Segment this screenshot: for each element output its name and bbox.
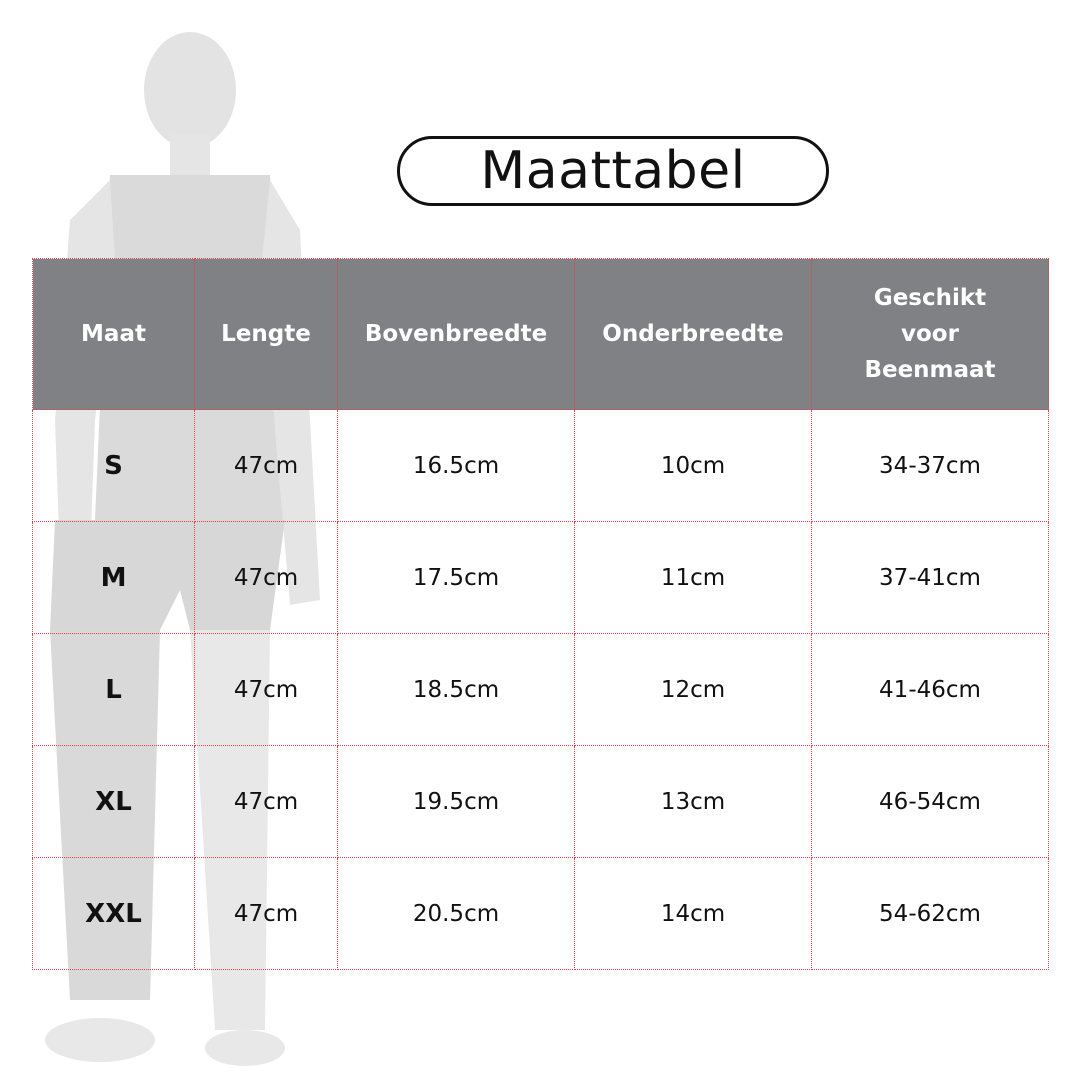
header-leg-size: Geschikt voor Beenmaat (812, 259, 1049, 410)
bottom-width-cell: 12cm (575, 634, 812, 746)
size-cell: XXL (33, 858, 195, 970)
table-header (33, 259, 1049, 410)
header-top-width: Bovenbreedte (338, 259, 575, 410)
size-table (32, 258, 1049, 970)
length-cell: 47cm (195, 522, 338, 634)
size-cell: M (33, 522, 195, 634)
leg-size-cell: 41-46cm (812, 634, 1049, 746)
leg-size-cell: 37-41cm (812, 522, 1049, 634)
top-width-cell: 17.5cm (338, 522, 575, 634)
header-bottom-width: Onderbreedte (575, 259, 812, 410)
size-cell: XL (33, 746, 195, 858)
bottom-width-cell: 11cm (575, 522, 812, 634)
size-cell: L (33, 634, 195, 746)
table-row (33, 746, 1049, 858)
leg-size-cell: 34-37cm (812, 410, 1049, 522)
top-width-cell: 16.5cm (338, 410, 575, 522)
length-cell: 47cm (195, 410, 338, 522)
header-row (33, 259, 1049, 410)
header-length: Lengte (195, 259, 338, 410)
length-cell: 47cm (195, 746, 338, 858)
page-title: Maattabel (480, 141, 746, 201)
bottom-width-cell: 10cm (575, 410, 812, 522)
header-size: Maat (33, 259, 195, 410)
length-cell: 47cm (195, 858, 338, 970)
top-width-cell: 20.5cm (338, 858, 575, 970)
table-row (33, 410, 1049, 522)
table-row (33, 522, 1049, 634)
table-body (33, 410, 1049, 970)
top-width-cell: 18.5cm (338, 634, 575, 746)
table-row (33, 634, 1049, 746)
bottom-width-cell: 13cm (575, 746, 812, 858)
leg-size-cell: 54-62cm (812, 858, 1049, 970)
title-pill (397, 136, 829, 206)
table-row (33, 858, 1049, 970)
top-width-cell: 19.5cm (338, 746, 575, 858)
bottom-width-cell: 14cm (575, 858, 812, 970)
leg-size-cell: 46-54cm (812, 746, 1049, 858)
size-cell: S (33, 410, 195, 522)
length-cell: 47cm (195, 634, 338, 746)
